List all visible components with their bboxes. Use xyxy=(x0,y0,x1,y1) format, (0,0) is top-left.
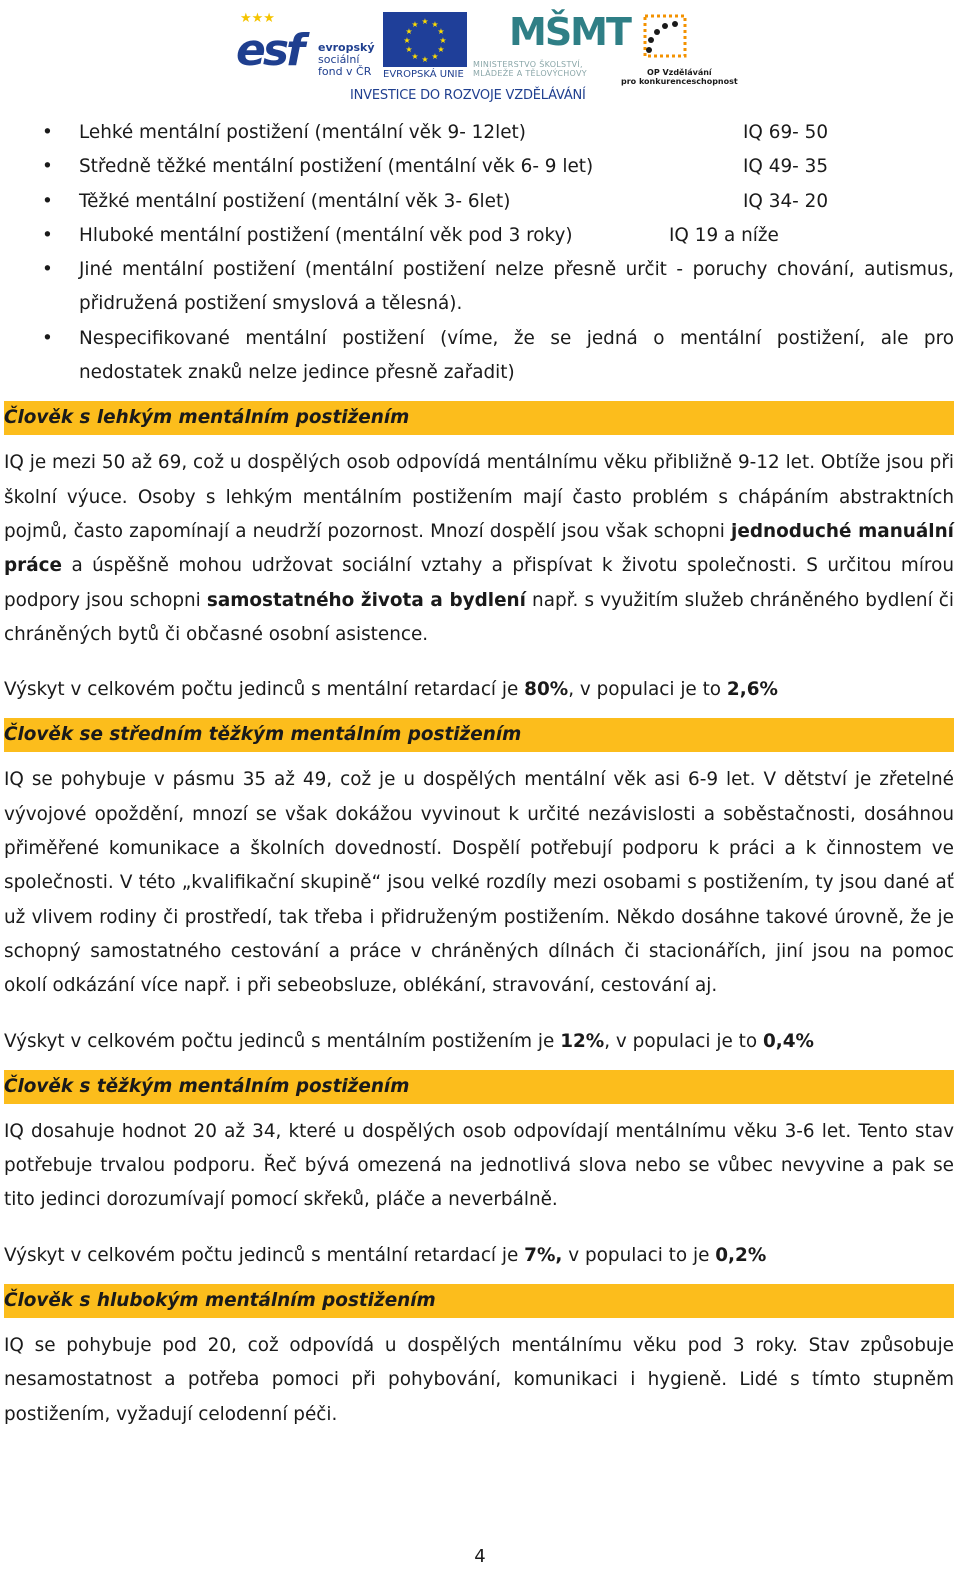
level-list xyxy=(4,116,954,390)
paragraph-text: a úspěšně mohou udržovat sociální vztahy a přispívat k životu společnosti. S určitou mírou podpory jsou schopni xyxy=(4,555,954,611)
list-item xyxy=(4,116,954,150)
level-row xyxy=(79,116,954,150)
document-body xyxy=(4,116,954,1432)
emphasis-text: jednoduché manuální práce xyxy=(4,520,954,577)
esf-logo xyxy=(236,12,378,82)
bullet-icon: • xyxy=(42,156,53,178)
esf-line1: evropský xyxy=(318,41,375,54)
incidence-population: 0,4% xyxy=(762,1030,814,1052)
spacer xyxy=(4,1218,954,1239)
msmt-line1: MINISTERSTVO ŠKOLSTVÍ, xyxy=(473,60,583,69)
paragraph-text: IQ je mezi 50 až 69, což u dospělých osob odpovídá mentálnímu věku přibližně 9-12 let. Obtíže jsou při školní výuce. Osoby s lehkým mentálním postižením mají často problém s chápáním abstraktních pojmů, často zapomínají a neudrží pozornost. Mnozí dospělí jsou však schopni xyxy=(4,452,954,542)
esf-letters: esf xyxy=(236,25,303,76)
svg-text:★: ★ xyxy=(437,27,445,36)
list-item xyxy=(4,185,954,219)
incidence-moderate xyxy=(4,1025,954,1059)
incidence-text: Výskyt v celkovém počtu jedinců s mentálním postižením je xyxy=(4,1030,561,1052)
list-item xyxy=(4,219,954,253)
section-paragraph-mild xyxy=(4,446,954,652)
section-heading-moderate: Člověk se středním těžkým mentálním postižením xyxy=(4,718,954,752)
bullet-icon: • xyxy=(42,122,53,143)
svg-text:★: ★ xyxy=(411,52,419,61)
level-text: Jiné mentální postižení (mentální postižení nelze přesně určit - poruchy chování, autismus, přidružená postižení smyslová a tělesná). xyxy=(79,259,954,315)
level-row xyxy=(79,150,954,184)
slogan: INVESTICE DO ROZVOJE VZDĚLÁVÁNÍ xyxy=(350,88,586,103)
eu-logo xyxy=(383,12,467,80)
msmt-logo xyxy=(473,10,630,82)
page-number: 4 xyxy=(474,1546,486,1567)
bullet-icon: • xyxy=(42,224,53,246)
logo-header xyxy=(0,0,960,112)
list-item xyxy=(4,322,954,391)
level-row xyxy=(79,185,954,219)
list-item xyxy=(4,253,954,322)
esf-stars-icon: ★★★ xyxy=(240,11,275,26)
incidence-text: , v populaci je to xyxy=(604,1030,763,1052)
incidence-text: Výskyt v celkovém počtu jedinců s mentální retardací je xyxy=(4,1244,525,1266)
incidence-share: 80% xyxy=(524,679,569,701)
esf-text xyxy=(318,42,375,78)
bullet-icon: • xyxy=(42,327,53,349)
level-iq: IQ 19 a níže xyxy=(669,224,779,246)
bullet-icon: • xyxy=(42,259,53,281)
level-text: Nespecifikované mentální postižení (víme, že se jedná o mentální postižení, ale pro nedostatek znaků nelze jedince přesně zařadit) xyxy=(79,327,954,384)
section-heading-severe: Člověk s těžkým mentálním postižením xyxy=(4,1070,954,1104)
level-row xyxy=(79,219,954,253)
svg-text:★: ★ xyxy=(439,36,447,45)
op-text xyxy=(621,68,738,86)
svg-text:★: ★ xyxy=(403,36,411,45)
svg-text:★: ★ xyxy=(421,17,429,26)
svg-text:★: ★ xyxy=(431,52,439,61)
spacer xyxy=(4,652,954,673)
paragraph-text: např. s využitím služeb chráněného bydlení či chráněných bytů či občasné osobní asistence. xyxy=(4,589,954,645)
svg-text:★: ★ xyxy=(405,45,413,54)
section-paragraph-profound: IQ se pohybuje pod 20, což odpovídá u dospělých mentálnímu věku pod 3 roky. Stav způsobuje nesamostatnost a potřeba pomoci při pohybování, komunikaci i hygieně. Lidé s tímto stupněm postižením, vyžadují celodenní péči. xyxy=(4,1335,954,1425)
spacer xyxy=(4,1004,954,1025)
level-text: Těžké mentální postižení (mentální věk 3- 6let) xyxy=(79,190,511,212)
msmt-text xyxy=(473,60,587,78)
incidence-population: 2,6% xyxy=(726,679,778,701)
level-text: Lehké mentální postižení (mentální věk 9- 12let) xyxy=(79,122,526,143)
msmt-line2: MLÁDEŽE A TĚLOVÝCHOVY xyxy=(473,69,587,78)
incidence-share: 7%, xyxy=(524,1244,563,1266)
level-text: Středně těžké mentální postižení (mentální věk 6- 9 let) xyxy=(79,156,594,178)
level-text: Hluboké mentální postižení (mentální věk pod 3 roky) xyxy=(79,224,573,246)
op-line1: OP Vzdělávání xyxy=(647,68,712,77)
incidence-text: v populaci to je xyxy=(562,1244,716,1266)
section-heading-mild: Člověk s lehkým mentálním postižením xyxy=(4,401,954,435)
emphasis-text: samostatného života a bydlení xyxy=(206,589,526,611)
svg-text:★: ★ xyxy=(405,27,413,36)
level-iq: IQ 49- 35 xyxy=(743,156,829,178)
incidence-population: 0,2% xyxy=(715,1244,767,1266)
svg-text:★: ★ xyxy=(437,45,445,54)
svg-text:★: ★ xyxy=(421,55,429,64)
svg-text:★: ★ xyxy=(431,20,439,29)
section-paragraph-moderate: IQ se pohybuje v pásmu 35 až 49, což je u dospělých mentální věk asi 6-9 let. V dětství je zřetelné vývojové opoždění, mnozí se však dokážou vyvinout k určité nezávislosti a soběstačnosti, dosáhnou přiměřené komunikace a školních dovedností. Dospělí potřebují podporu k práci a k činnostem ve společnosti. V této „kvalifikační skupině“ jsou velké rozdíly mezi osobami s postižením, ty jsou dané ať už vlivem rodiny či prostředí, tak třeba i přidruženým postižením. Někdo dosáhne takové úrovně, že je schopný samostatného cestování a práce v chráněných dílnách či stacionářích, jiní jsou na pomoc okolí odkázání více např. i při sebeobsluze, oblékání, stravování, cestování aj. xyxy=(4,769,954,997)
level-iq: IQ 69- 50 xyxy=(743,122,829,143)
incidence-text: Výskyt v celkovém počtu jedinců s mentální retardací je xyxy=(4,679,525,701)
level-iq: IQ 34- 20 xyxy=(743,190,829,212)
esf-line2: sociální xyxy=(318,53,360,66)
incidence-share: 12% xyxy=(560,1030,605,1052)
incidence-text: , v populaci je to xyxy=(568,679,727,701)
bullet-icon: • xyxy=(42,190,53,212)
incidence-severe xyxy=(4,1239,954,1273)
svg-text:★: ★ xyxy=(411,20,419,29)
list-item xyxy=(4,150,954,184)
op-mark-icon xyxy=(637,10,693,66)
section-paragraph-severe: IQ dosahuje hodnot 20 až 34, které u dospělých osob odpovídají mentálnímu věku 3-6 let. Tento stav potřebuje trvalou podporu. Řeč bývá omezená na jednotlivá slova nebo se vůbec nevyvine a pak se tito jedinci dorozumívají pomocí skřeků, pláče a neverbálně. xyxy=(4,1120,954,1211)
incidence-mild xyxy=(4,673,954,707)
msmt-mark: MŠMT xyxy=(509,10,630,54)
section-heading-profound: Člověk s hlubokým mentálním postižením xyxy=(4,1284,954,1318)
op-line2: pro konkurenceschopnost xyxy=(621,77,738,86)
eu-label: EVROPSKÁ UNIE xyxy=(383,69,464,80)
esf-line3: fond v ČR xyxy=(318,65,372,78)
op-logo xyxy=(621,10,738,86)
eu-flag-icon xyxy=(383,12,467,67)
